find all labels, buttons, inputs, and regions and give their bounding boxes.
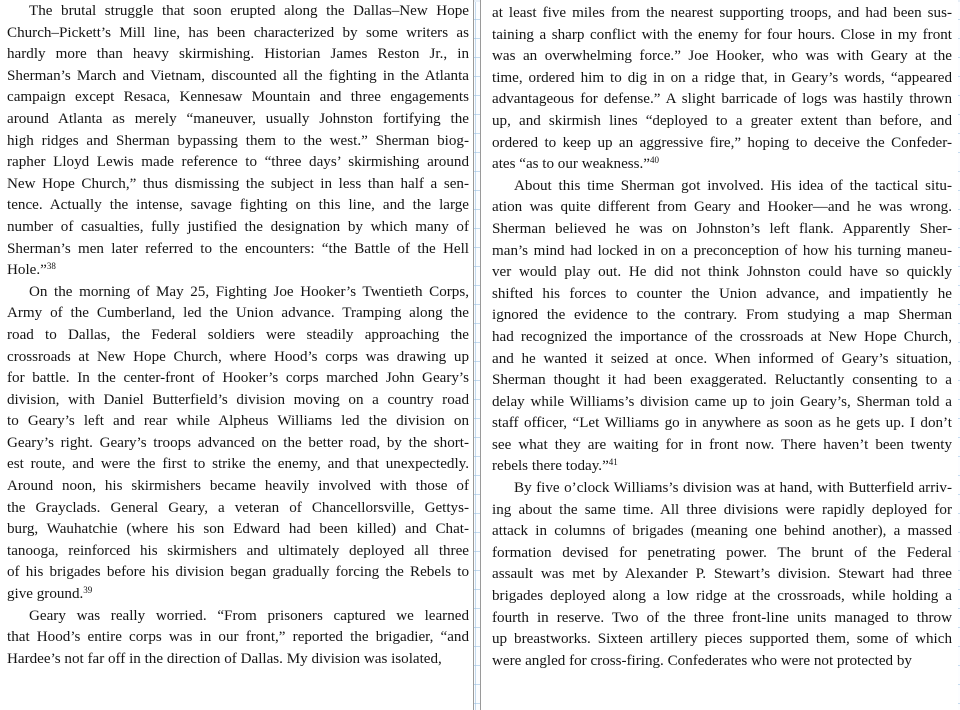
text-line: was an overwhelming force.” Joe Hooker, who was with Geary at the [492, 48, 952, 65]
text-line: crossroads at New Hope Church, where Hood’s corps was drawing up [7, 348, 469, 365]
text-line: number of casualties, fully justified the designation by which many of [7, 218, 469, 235]
text-line: campaign except Resaca, Kennesaw Mountain and three engagements [7, 89, 469, 106]
text-line: rapher Lloyd Lewis made reference to “three days’ skirmishing around [7, 154, 469, 171]
text-line: to Geary’s left and rear while Alpheus Williams led the division on [7, 413, 469, 430]
text-line: of his brigades before his division began gradually forcing the Rebels to [7, 564, 469, 581]
text-line: formation devised for penetrating power. The brunt of the Federal [492, 544, 952, 561]
text-line: tanooga, reinforced his skirmishers and ultimately deployed all three [7, 542, 469, 559]
right-paragraph-3 [492, 478, 952, 672]
text-line: were angled for cross-firing. Confederates who were not protected by [492, 652, 912, 669]
text-line: New Hope Church,” thus dismissing the subject in less than half a sen- [7, 175, 469, 192]
left-paragraph-3 [7, 606, 469, 671]
text-line: division, with Daniel Butterfield’s division moving on a country road [7, 391, 469, 408]
text-line: ation was quite different from Geary and Hooker—and he was wrong. [492, 199, 952, 216]
text-line: Sherman’s men later referred to the encounters: “the Battle of the Hell [7, 240, 469, 257]
text-line: fourth in reserve. Two of the three front-line units managed to throw [492, 609, 952, 626]
text-line: Hardee’s not far off in the direction of Dallas. My division was isolated, [7, 650, 442, 667]
text-line: ordered to keep up an aggressive fire,” hoping to deceive the Confeder- [492, 134, 952, 151]
left-text-column [0, 0, 474, 710]
text-line: and he wanted it seized at once. When informed of Geary’s situation, [492, 350, 952, 367]
text-line: man’s mind had locked in on a preconception of how his turning maneu- [492, 242, 952, 259]
text-line: tence. Actually the intense, savage fighting on this line, and the large [7, 197, 469, 214]
footnote-marker: 40 [650, 155, 660, 166]
left-paragraph-1 [7, 1, 469, 282]
text-line: around Atlanta as merely “maneuver, usually Johnston fortifying the [7, 110, 469, 127]
text-line: give ground.$^{39}$ [7, 585, 93, 603]
text-line: Church–Pickett’s Mill line, has been characterized by some writers as [7, 24, 469, 41]
left-paragraph-2 [7, 282, 469, 606]
right-text-column [480, 0, 958, 710]
text-line: Geary was really worried. “From prisoners captured we learned [29, 607, 469, 624]
text-line: Sherman’s March and Vietnam, discounted all the fighting in the Atlanta [7, 67, 469, 84]
text-line: attack in columns of brigades (meaning one behind another), a massed [492, 523, 952, 540]
text-line: the Grayclads. General Geary, a veteran of Chancellorsville, Gettys- [7, 499, 469, 516]
text-line: Sherman thought it had been exaggerated. Reluctantly consenting to a [492, 372, 952, 389]
text-line: ing about the same time. All three divisions were rapidly deployed for [492, 501, 952, 518]
text-line: ates “as to our weakness.”$^{40}$ [492, 155, 660, 173]
text-line: brigades deployed along a low ridge at the crossroads, while holding a [492, 588, 952, 605]
text-line: delay while Williams’s division came up to join Geary’s, Sherman told a [492, 393, 952, 410]
text-line: hardly more than heavy skirmishing. Historian James Reston Jr., in [7, 46, 469, 63]
text-line: ver would play out. He did not think Johnston could have so quickly [492, 264, 952, 281]
text-line: Army of the Cumberland, led the Union advance. Tramping along the [7, 305, 469, 322]
right-paragraph-1 [492, 3, 952, 176]
text-line: up breastworks. Sixteen artillery pieces supported them, some of which [492, 631, 952, 648]
text-line: that Hood’s entire corps was in our front,” reported the brigadier, “and [7, 629, 469, 646]
text-line: Hole.”$^{38}$ [7, 261, 56, 279]
text-line: assault was met by Alexander P. Stewart’s division. Stewart had three [492, 566, 952, 583]
text-line: Around noon, his skirmishers became heavily involved with those of [7, 478, 469, 495]
text-line: advantageous for defense.” A slight barricade of logs was hastily thrown [492, 91, 952, 108]
text-line: By five o’clock Williams’s division was at hand, with Butterfield arriv- [514, 480, 952, 497]
text-line: Sherman believed he was on Johnston’s left flank. Apparently Sher- [492, 220, 952, 237]
text-line: shifted his forces to counter the Union advance, and impatiently he [492, 285, 952, 302]
footnote-marker: 41 [608, 457, 618, 468]
text-line: staff officer, “Let Williams go in anywhere as soon as he gets up. I don’t [492, 415, 952, 432]
text-line: The brutal struggle that soon erupted along the Dallas–New Hope [29, 3, 469, 19]
text-line: up, and skirmish lines “deployed to a greater extent than before, and [492, 112, 952, 129]
text-line: Geary’s right. Geary’s troops advanced on the better road, by the short- [7, 434, 469, 451]
text-line: ignored the evidence to the contrary. From studying a map Sherman [492, 307, 952, 324]
text-line: burg, Wauhatchie (where his son Edward had been killed) and Chat- [7, 521, 469, 538]
text-line: road to Dallas, the Federal soldiers were steadily approaching the [7, 326, 469, 343]
text-line: high ridges and Sherman bypassing them to the west.” Sherman biog- [7, 132, 469, 149]
text-line: taining a sharp conflict with the enemy for four hours. Close in my front [492, 26, 952, 43]
text-line: at least five miles from the nearest supporting troops, and had been sus- [492, 5, 952, 21]
text-line: est route, and were the first to strike the enemy, and that unexpectedly. [7, 456, 469, 473]
text-line: time, ordered him to dig in on a ridge that, in Geary’s words, “appeared [492, 69, 952, 86]
right-paragraph-2 [492, 176, 952, 478]
text-line: About this time Sherman got involved. His idea of the tactical situ- [514, 177, 952, 194]
footnote-marker: 39 [83, 585, 93, 596]
text-line: had recognized the importance of the crossroads at New Hope Church, [492, 328, 952, 345]
footnote-marker: 38 [46, 261, 56, 272]
text-line: rebels there today.”$^{41}$ [492, 457, 618, 475]
text-line: On the morning of May 25, Fighting Joe Hooker’s Twentieth Corps, [29, 283, 469, 300]
text-line: for battle. In the center-front of Hooker’s corps marched John Geary’s [7, 370, 469, 387]
text-line: see what they are waiting for in front now. There haven’t been twenty [492, 436, 952, 453]
